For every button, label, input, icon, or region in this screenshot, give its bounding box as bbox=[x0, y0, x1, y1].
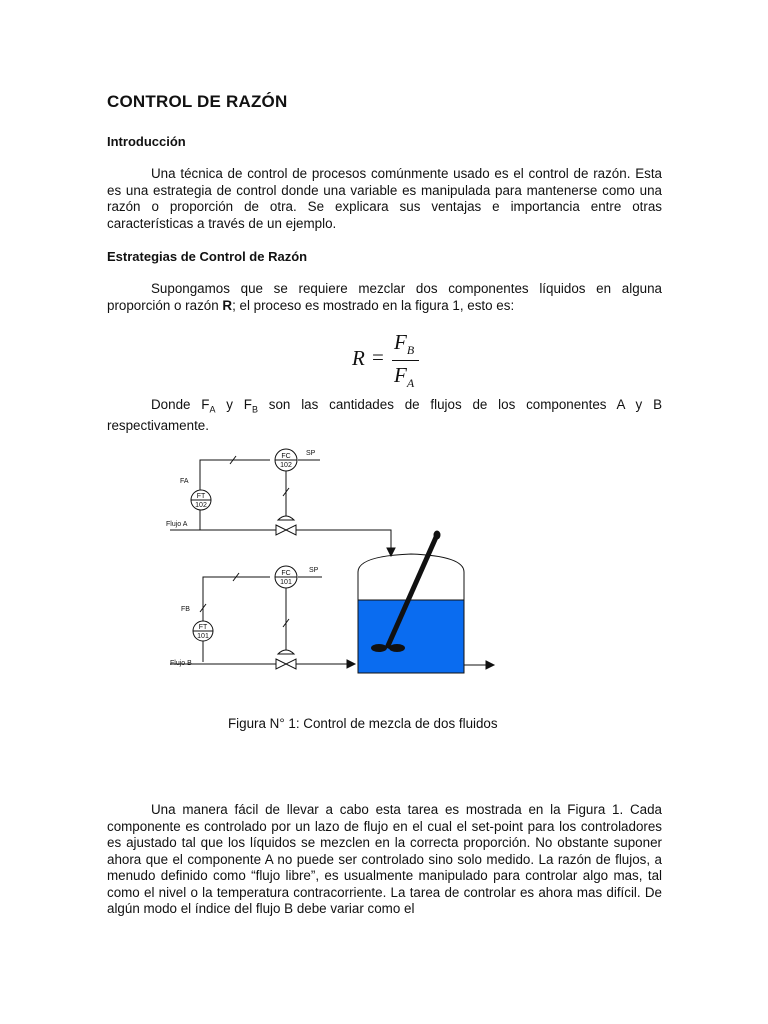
where-text-2: y F bbox=[215, 397, 252, 412]
document-title: CONTROL DE RAZÓN bbox=[107, 92, 288, 111]
where-sub-b: B bbox=[251, 404, 258, 415]
agitator-top bbox=[434, 531, 440, 539]
formula-denominator bbox=[394, 363, 414, 391]
strategies-text-2: ; el proceso es mostrado en la figura 1, esto es: bbox=[232, 297, 515, 313]
intro-paragraph: Una técnica de control de procesos comúnmente usado es el control de razón. Esta es una estrategia de control donde una variable es manipulada para mantenerse como una razón o proporción de otra. Se explicara sus ventajas e importancia entre otras características a través de un ejemplo. bbox=[107, 166, 662, 231]
ratio-formula bbox=[352, 330, 432, 392]
final-paragraph: Una manera fácil de llevar a cabo esta tarea es mostrada en la Figura 1. Cada componente es controlado por un lazo de flujo en el cual el set-point para los controladores es ajustado tal que los líquidos se mezclen en la correcta proporción. No obstante suponer ahora que el componente A no puede ser controlado sino solo medido. La razón de flujos, a menudo definido como “flujo libre”, es usualmente manipulado para controlar algo mas, tal como el nivel o la temperatura contracorriente. La tarea de controlar es ahora mas difícil. De algún modo el índice del flujo B debe variar como el bbox=[107, 802, 662, 916]
agitator-blade-right bbox=[389, 644, 405, 652]
strategies-paragraph bbox=[107, 281, 662, 314]
formula-lhs: R bbox=[352, 346, 365, 370]
formula-fraction-bar bbox=[392, 360, 419, 361]
flow-arrow-b bbox=[347, 660, 355, 668]
formula-num-var: F bbox=[394, 330, 407, 354]
agitator-blade-left bbox=[371, 644, 387, 652]
strategies-heading: Estrategias de Control de Razón bbox=[107, 249, 308, 264]
where-text-3: son las cantidades de flujos de los componentes A y B respectivamente. bbox=[107, 397, 662, 434]
ft-101-label-2: 101 bbox=[197, 633, 209, 640]
flujo-a-label: Flujo A bbox=[166, 521, 188, 528]
flujo-b-label: Flujo B bbox=[170, 660, 192, 667]
where-sub-a: A bbox=[209, 404, 216, 415]
control-valve-b bbox=[276, 659, 296, 669]
fc-101-label-2: 101 bbox=[280, 579, 292, 586]
strategies-text-1: Supongamos que se requiere mezclar dos componentes líquidos en alguna proporción o razón bbox=[107, 281, 662, 313]
sp-label-1: SP bbox=[306, 450, 316, 457]
figure-caption: Figura N° 1: Control de mezcla de dos fluidos bbox=[228, 716, 498, 731]
valve-actuator-b bbox=[278, 650, 294, 654]
outlet-arrow bbox=[486, 661, 494, 669]
fb-label: FB bbox=[181, 606, 190, 613]
ft-102-label-1: FT bbox=[196, 493, 206, 500]
fa-label: FA bbox=[180, 478, 189, 485]
sp-label-2: SP bbox=[309, 567, 319, 574]
ft-102-label-2: 102 bbox=[195, 502, 207, 509]
formula-den-sub: A bbox=[406, 376, 415, 391]
fc-102-label-2: 102 bbox=[280, 462, 292, 469]
where-text-1: Donde F bbox=[151, 397, 210, 412]
intro-heading: Introducción bbox=[107, 134, 186, 149]
valve-actuator-a bbox=[278, 516, 294, 520]
control-valve-a bbox=[276, 525, 296, 535]
pipe-to-tank bbox=[296, 530, 391, 552]
tank-liquid bbox=[358, 600, 464, 673]
formula-den-var: F bbox=[394, 363, 407, 387]
formula-numerator bbox=[394, 330, 414, 358]
formula-num-sub: B bbox=[406, 343, 415, 358]
mixing-process-diagram bbox=[160, 440, 500, 690]
formula-equals: = bbox=[372, 345, 384, 369]
where-paragraph bbox=[107, 397, 662, 435]
ft-101-label-1: FT bbox=[198, 624, 208, 631]
signal-line-fb bbox=[203, 577, 270, 662]
fc-101-label-1: FC bbox=[281, 570, 291, 577]
signal-line-fa bbox=[200, 460, 270, 530]
fc-102-label-1: FC bbox=[281, 453, 291, 460]
strategies-text-bold-r: R bbox=[222, 297, 233, 313]
